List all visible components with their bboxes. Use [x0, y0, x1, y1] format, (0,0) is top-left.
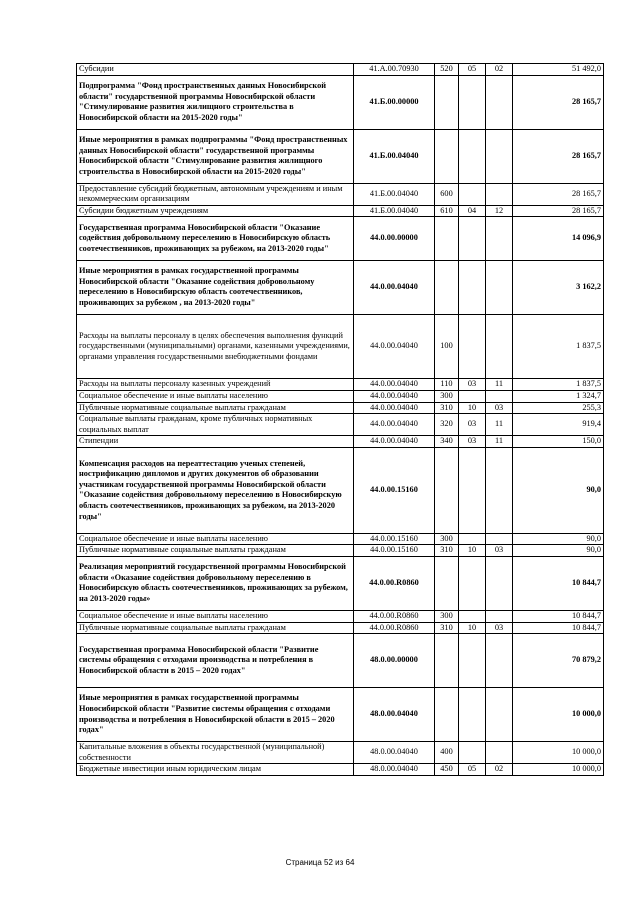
table-row [77, 436, 604, 448]
table-row [77, 622, 604, 634]
table-row [77, 764, 604, 776]
table-row [77, 610, 604, 622]
cell-subsection [486, 742, 513, 764]
cell-target-code: 41.Б.00.00000 [354, 75, 435, 129]
cell-subsection: 03 [486, 622, 513, 634]
cell-item-name: Публичные нормативные социальные выплаты гражданам [77, 545, 354, 557]
cell-expense-type [435, 217, 459, 260]
cell-subsection: 11 [486, 436, 513, 448]
table-row [77, 183, 604, 205]
cell-subsection [486, 447, 513, 533]
cell-expense-type: 400 [435, 742, 459, 764]
cell-subsection [486, 610, 513, 622]
cell-subsection: 02 [486, 64, 513, 76]
cell-amount: 3 162,2 [513, 260, 604, 314]
cell-item-name: Реализация мероприятий государственной программы Новосибирской области «Оказание содействия добровольному переселению в Новосибирскую область соотечественников, проживающих за рубежом, на 2013-2020 годы» [77, 556, 354, 610]
cell-expense-type: 310 [435, 402, 459, 414]
cell-item-name: Расходы на выплаты персоналу в целях обеспечения выполнения функций государственными (муниципальными) органами, казенными учреждениями, органами управления государственными внебюджетными фондами [77, 314, 354, 379]
cell-item-name: Иные мероприятия в рамках государственной программы Новосибирской области "Развитие системы обращения с отходами производства и потребления в Новосибирской области в 2015 – 2020 годах" [77, 688, 354, 742]
budget-table-body [77, 64, 604, 776]
cell-target-code: 41.Б.00.04040 [354, 205, 435, 217]
cell-amount: 1 837,5 [513, 379, 604, 391]
cell-amount: 10 844,7 [513, 610, 604, 622]
cell-subsection [486, 183, 513, 205]
cell-subsection: 11 [486, 414, 513, 436]
cell-target-code: 41.А.00.70930 [354, 64, 435, 76]
cell-target-code: 44.0.00.00000 [354, 217, 435, 260]
cell-item-name: Стипендии [77, 436, 354, 448]
cell-subsection [486, 634, 513, 688]
table-row [77, 545, 604, 557]
cell-expense-type: 340 [435, 436, 459, 448]
cell-section [459, 314, 486, 379]
cell-section [459, 533, 486, 545]
table-row [77, 217, 604, 260]
cell-amount: 90,0 [513, 447, 604, 533]
table-row [77, 634, 604, 688]
cell-item-name: Иные мероприятия в рамках подпрограммы "Фонд пространственных данных Новосибирской области" государственной программы Новосибирской области "Стимулирование развития жилищного строительства в Новосибирской области на 2015-2020 годы" [77, 129, 354, 183]
cell-expense-type [435, 688, 459, 742]
cell-subsection [486, 314, 513, 379]
cell-section [459, 447, 486, 533]
cell-expense-type: 310 [435, 545, 459, 557]
cell-amount: 28 165,7 [513, 183, 604, 205]
cell-section [459, 217, 486, 260]
cell-target-code: 44.0.00.R0860 [354, 610, 435, 622]
cell-expense-type [435, 75, 459, 129]
cell-subsection [486, 129, 513, 183]
cell-target-code: 48.0.00.04040 [354, 688, 435, 742]
cell-item-name: Капитальные вложения в объекты государственной (муниципальной) собственности [77, 742, 354, 764]
cell-section [459, 75, 486, 129]
cell-subsection [486, 556, 513, 610]
cell-target-code: 44.0.00.R0860 [354, 622, 435, 634]
cell-target-code: 44.0.00.R0860 [354, 556, 435, 610]
cell-item-name: Социальное обеспечение и иные выплаты населению [77, 610, 354, 622]
cell-amount: 70 879,2 [513, 634, 604, 688]
cell-section [459, 183, 486, 205]
cell-amount: 919,4 [513, 414, 604, 436]
cell-subsection: 11 [486, 379, 513, 391]
cell-item-name: Субсидии [77, 64, 354, 76]
cell-expense-type: 300 [435, 533, 459, 545]
cell-section [459, 129, 486, 183]
table-row [77, 64, 604, 76]
cell-expense-type [435, 129, 459, 183]
cell-expense-type: 300 [435, 390, 459, 402]
cell-target-code: 44.0.00.04040 [354, 390, 435, 402]
cell-target-code: 48.0.00.04040 [354, 742, 435, 764]
table-row [77, 688, 604, 742]
cell-amount: 51 492,0 [513, 64, 604, 76]
cell-target-code: 44.0.00.15160 [354, 545, 435, 557]
table-row [77, 447, 604, 533]
cell-section: 10 [459, 622, 486, 634]
cell-section [459, 556, 486, 610]
table-row [77, 379, 604, 391]
cell-subsection: 12 [486, 205, 513, 217]
cell-expense-type: 600 [435, 183, 459, 205]
cell-target-code: 48.0.00.04040 [354, 764, 435, 776]
cell-section [459, 390, 486, 402]
cell-amount: 10 844,7 [513, 622, 604, 634]
cell-item-name: Публичные нормативные социальные выплаты гражданам [77, 402, 354, 414]
cell-section [459, 610, 486, 622]
cell-expense-type [435, 556, 459, 610]
cell-subsection: 03 [486, 402, 513, 414]
cell-target-code: 44.0.00.04040 [354, 379, 435, 391]
cell-item-name: Компенсация расходов на переаттестацию ученых степеней, нострификацию дипломов и других документов об образовании участникам государственной программы Новосибирской области "Оказание содействия добровольному переселению в Новосибирскую область соотечественников, проживающих за рубежом, на 2013-2020 годы" [77, 447, 354, 533]
cell-section [459, 634, 486, 688]
cell-item-name: Иные мероприятия в рамках государственной программы Новосибирской области "Оказание содействия добровольному переселению в Новосибирскую область соотечественников, проживающих за рубежом , на 2013-2020 годы" [77, 260, 354, 314]
cell-item-name: Субсидии бюджетным учреждениям [77, 205, 354, 217]
cell-item-name: Государственная программа Новосибирской области "Оказание содействия добровольному переселению в Новосибирскую область соотечественников, проживающих за рубежом, на 2013-2020 годы" [77, 217, 354, 260]
cell-expense-type: 520 [435, 64, 459, 76]
cell-expense-type: 110 [435, 379, 459, 391]
cell-amount: 28 165,7 [513, 205, 604, 217]
table-row [77, 314, 604, 379]
cell-item-name: Социальное обеспечение и иные выплаты населению [77, 390, 354, 402]
cell-item-name: Расходы на выплаты персоналу казенных учреждений [77, 379, 354, 391]
cell-amount: 90,0 [513, 545, 604, 557]
cell-section: 03 [459, 379, 486, 391]
cell-section: 05 [459, 64, 486, 76]
cell-subsection [486, 688, 513, 742]
table-row [77, 742, 604, 764]
table-row [77, 129, 604, 183]
cell-expense-type: 610 [435, 205, 459, 217]
cell-item-name: Социальные выплаты гражданам, кроме публичных нормативных социальных выплат [77, 414, 354, 436]
cell-amount: 10 000,0 [513, 764, 604, 776]
table-row [77, 402, 604, 414]
cell-target-code: 44.0.00.04040 [354, 436, 435, 448]
cell-subsection [486, 390, 513, 402]
cell-amount: 28 165,7 [513, 75, 604, 129]
cell-target-code: 44.0.00.15160 [354, 447, 435, 533]
table-row [77, 390, 604, 402]
cell-section: 10 [459, 402, 486, 414]
cell-expense-type: 450 [435, 764, 459, 776]
cell-item-name: Социальное обеспечение и иные выплаты населению [77, 533, 354, 545]
cell-subsection [486, 533, 513, 545]
table-row [77, 533, 604, 545]
cell-item-name: Государственная программа Новосибирской области "Развитие системы обращения с отходами производства и потребления в Новосибирской области в 2015 – 2020 годах" [77, 634, 354, 688]
cell-amount: 10 000,0 [513, 742, 604, 764]
cell-target-code: 44.0.00.04040 [354, 314, 435, 379]
cell-item-name: Подпрограмма "Фонд пространственных данных Новосибирской области" государственной программы Новосибирской области "Стимулирование развития жилищного строительства в Новосибирской области на 2015-2020 годы" [77, 75, 354, 129]
cell-subsection: 02 [486, 764, 513, 776]
cell-expense-type: 100 [435, 314, 459, 379]
table-row [77, 414, 604, 436]
cell-subsection [486, 217, 513, 260]
cell-section: 03 [459, 414, 486, 436]
cell-target-code: 44.0.00.04040 [354, 260, 435, 314]
cell-expense-type [435, 447, 459, 533]
cell-target-code: 44.0.00.04040 [354, 402, 435, 414]
cell-section: 05 [459, 764, 486, 776]
cell-item-name: Публичные нормативные социальные выплаты гражданам [77, 622, 354, 634]
cell-amount: 10 844,7 [513, 556, 604, 610]
cell-target-code: 41.Б.00.04040 [354, 129, 435, 183]
cell-target-code: 41.Б.00.04040 [354, 183, 435, 205]
cell-amount: 28 165,7 [513, 129, 604, 183]
cell-target-code: 44.0.00.04040 [354, 414, 435, 436]
cell-amount: 150,0 [513, 436, 604, 448]
cell-subsection [486, 75, 513, 129]
cell-amount: 1 324,7 [513, 390, 604, 402]
table-row [77, 205, 604, 217]
cell-section: 10 [459, 545, 486, 557]
page-footer: Страница 52 из 64 [285, 858, 355, 867]
cell-expense-type: 320 [435, 414, 459, 436]
table-row [77, 260, 604, 314]
cell-expense-type [435, 634, 459, 688]
cell-subsection [486, 260, 513, 314]
cell-subsection: 03 [486, 545, 513, 557]
cell-expense-type [435, 260, 459, 314]
cell-section [459, 688, 486, 742]
budget-table [76, 63, 604, 776]
table-row [77, 75, 604, 129]
cell-expense-type: 310 [435, 622, 459, 634]
cell-section: 03 [459, 436, 486, 448]
cell-section [459, 260, 486, 314]
table-row [77, 556, 604, 610]
cell-item-name: Бюджетные инвестиции иным юридическим лицам [77, 764, 354, 776]
cell-amount: 90,0 [513, 533, 604, 545]
cell-amount: 14 096,9 [513, 217, 604, 260]
cell-amount: 1 837,5 [513, 314, 604, 379]
cell-item-name: Предоставление субсидий бюджетным, автономным учреждениям и иным некоммерческим организациям [77, 183, 354, 205]
cell-target-code: 44.0.00.15160 [354, 533, 435, 545]
cell-section [459, 742, 486, 764]
cell-expense-type: 300 [435, 610, 459, 622]
cell-amount: 255,3 [513, 402, 604, 414]
cell-amount: 10 000,0 [513, 688, 604, 742]
cell-target-code: 48.0.00.00000 [354, 634, 435, 688]
cell-section: 04 [459, 205, 486, 217]
